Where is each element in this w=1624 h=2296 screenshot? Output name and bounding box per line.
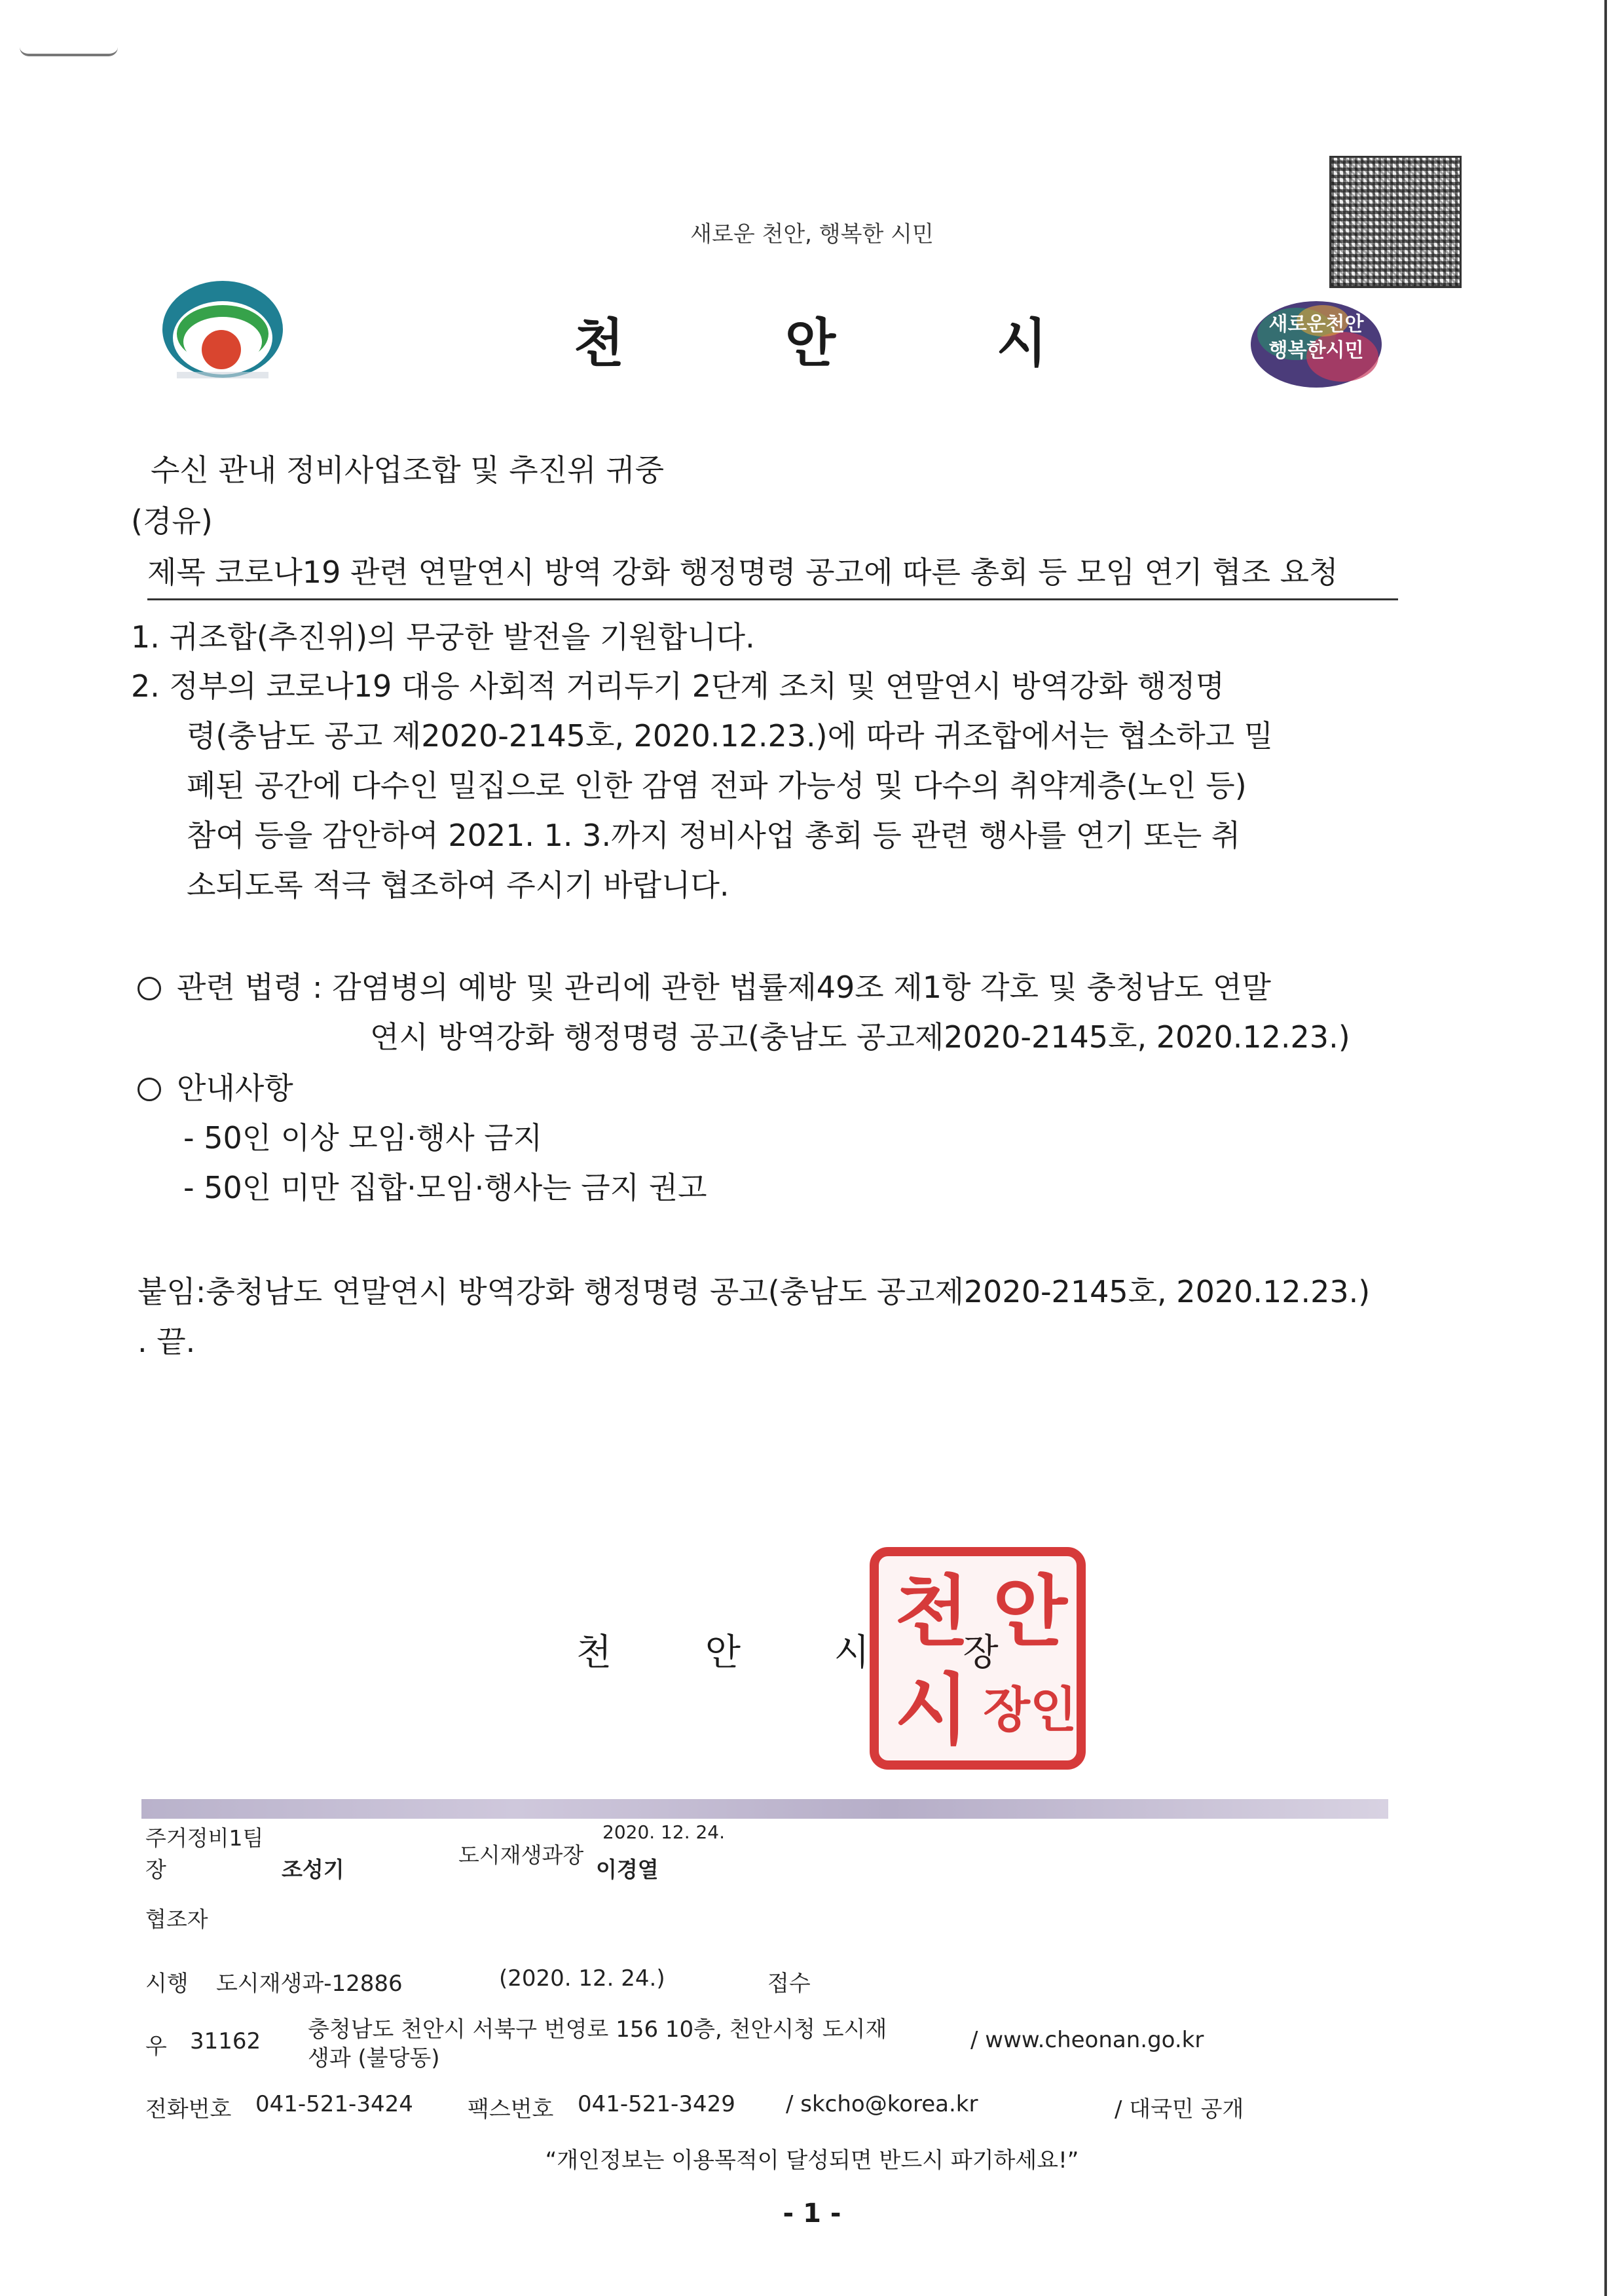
- seal-char: 시: [895, 1664, 969, 1755]
- privacy-notice: “개인정보는 이용목적이 달성되면 반드시 파기하세요!”: [545, 2147, 1079, 2174]
- official-seal: [870, 1547, 1086, 1770]
- phone-label: 전화번호: [145, 2096, 232, 2123]
- end-mark: . 끝.: [138, 1324, 196, 1359]
- email-link[interactable]: / skcho@korea.kr: [786, 2091, 978, 2117]
- guide-title: 안내사항: [177, 1070, 293, 1106]
- paragraph-line: 폐된 공간에 다수인 밀집으로 인한 감염 전파 가능성 및 다수의 취약계층(노인 등): [187, 768, 1247, 803]
- guide-heading: [138, 1063, 293, 1113]
- cooperator-label: 협조자: [145, 1906, 208, 1932]
- fax-number: 041-521-3429: [578, 2091, 735, 2117]
- divider-bar: [141, 1799, 1388, 1819]
- page-number: - 1 -: [783, 2198, 841, 2229]
- scan-mark: [20, 47, 118, 56]
- receipt-label: 접수: [767, 1971, 811, 1997]
- paragraph-line: 2. 정부의 코로나19 대응 사회적 거리두기 2단계 조치 및 연말연시 방역강화 행정명: [131, 668, 1225, 704]
- org-title-char: 안: [784, 313, 840, 374]
- paragraph-2: [131, 661, 1401, 910]
- badge-line: 행복한시민: [1268, 339, 1364, 362]
- signer-char: 시: [834, 1631, 872, 1674]
- guide-item: - 50인 이상 모임·행사 금지: [183, 1120, 543, 1156]
- slogan: 새로운 천안, 행복한 시민: [690, 221, 934, 247]
- enforce-number: 도시재생과-12886: [216, 1971, 403, 1997]
- circle-bullet-icon: [138, 977, 161, 1000]
- qr-code: [1329, 156, 1462, 288]
- related-law-continued: 연시 방역강화 행정명령 공고(충남도 공고제2020-2145호, 2020.12.23.): [370, 1019, 1350, 1055]
- signer-char: 천: [576, 1631, 615, 1674]
- dept-head-name: 이경열: [596, 1857, 659, 1882]
- subject: 제목 코로나19 관련 연말연시 방역 강화 행정명령 공고에 따른 총회 등 모임 연기 협조 요청: [147, 547, 1398, 600]
- paragraph-line: 소되도록 적극 협조하여 주시기 바랍니다.: [187, 867, 729, 903]
- paragraph-1: 1. 귀조합(추진위)의 무궁한 발전을 기원합니다.: [131, 619, 755, 655]
- signer-char: 안: [705, 1631, 743, 1674]
- seal-char: 안: [993, 1566, 1067, 1657]
- drafter-name: 조성기: [282, 1857, 344, 1882]
- seal-char: 천: [895, 1566, 969, 1657]
- postal-label: 우: [145, 2033, 167, 2060]
- guide-item: - 50인 미만 집합·모임·행사는 금지 권고: [183, 1170, 707, 1205]
- seal-char: 장인: [983, 1682, 1077, 1738]
- signer-char: 장: [963, 1631, 1001, 1674]
- paragraph-line: 령(충남도 공고 제2020-2145호, 2020.12.23.)에 따라 귀조합에서는 협소하고 밀: [187, 718, 1274, 754]
- postal-code: 31162: [190, 2028, 261, 2054]
- enforce-date: (2020. 12. 24.): [499, 1965, 665, 1992]
- related-law-text: 관련 법령 : 감염병의 예방 및 관리에 관한 법률제49조 제1항 각호 및 충청남도 연말: [177, 970, 1271, 1005]
- circle-bullet-icon: [138, 1078, 161, 1101]
- recipient: 수신 관내 정비사업조합 및 추진위 귀중: [151, 452, 665, 488]
- phone-number: 041-521-3424: [255, 2091, 413, 2117]
- fax-label: 팩스번호: [468, 2096, 554, 2123]
- approval-date: 2020. 12. 24.: [602, 1821, 726, 1843]
- disclosure-level: / 대국민 공개: [1115, 2096, 1244, 2123]
- website-link[interactable]: / www.cheonan.go.kr: [970, 2027, 1204, 2053]
- team-role: 장: [145, 1857, 166, 1882]
- paragraph-line: 참여 등을 감안하여 2021. 1. 3.까지 정비사업 총회 등 관련 행사를 연기 또는 취: [187, 818, 1241, 853]
- org-title-char: 천: [574, 313, 628, 374]
- badge-line: 새로운천안: [1268, 313, 1364, 336]
- via: (경유): [131, 503, 213, 539]
- address-line: 충청남도 천안시 서북구 번영로 156 10층, 천안시청 도시재: [308, 2016, 887, 2043]
- slogan-badge: [1244, 295, 1388, 393]
- related-law: [138, 962, 1271, 1012]
- enforce-label: 시행: [145, 1971, 189, 1997]
- dept-head-role: 도시재생과장: [458, 1842, 584, 1868]
- team-label: 주거정비1팀: [145, 1825, 264, 1851]
- attachment: 붙임:충청남도 연말연시 방역강화 행정명령 공고(충남도 공고제2020-2145호, 2020.12.23.): [138, 1274, 1371, 1309]
- org-title-char: 시: [996, 313, 1050, 374]
- address-line: 생과 (불당동): [308, 2045, 440, 2071]
